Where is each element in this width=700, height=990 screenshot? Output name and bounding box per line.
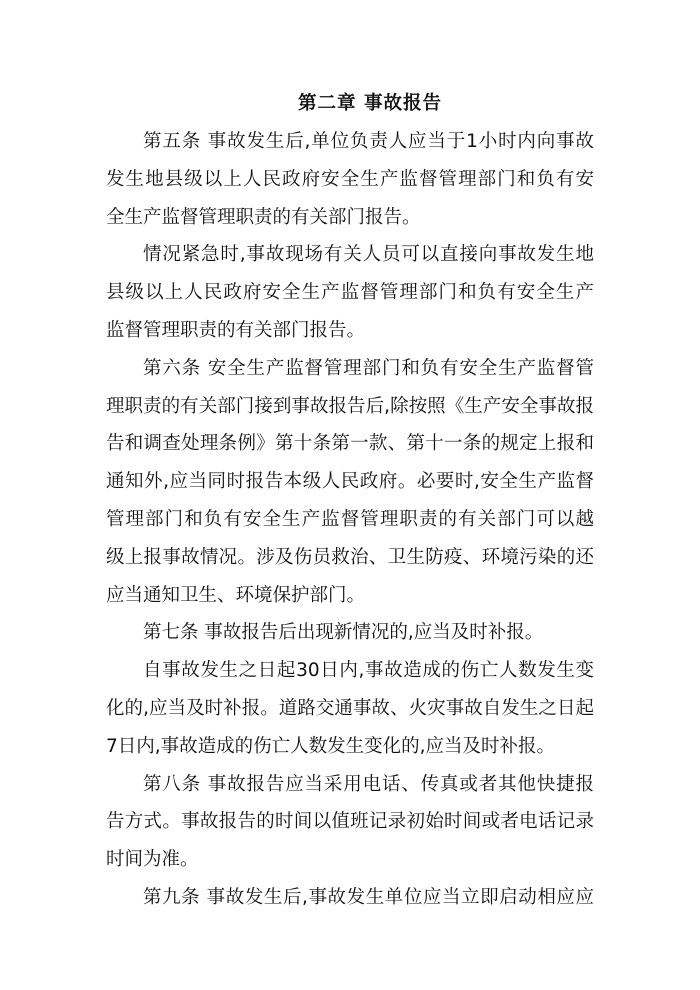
document-body: [106, 123, 594, 917]
text-line: 情况紧急时,事故现场有关人员可以直接向事故发生地: [143, 244, 594, 266]
text-line: 级上报事故情况。涉及伤员救治、卫生防疫、环境污染的还: [106, 546, 594, 568]
text-line: 监督管理职责的有关部门报告。: [106, 319, 366, 341]
text-line: 第五条 事故发生后,单位负责人应当于1小时内向事故: [143, 131, 594, 152]
text-line: 告和调查处理条例》第十条第一款、第十一条的规定上报和: [106, 433, 594, 455]
text-line: 应当通知卫生、环境保护部门。: [106, 584, 366, 606]
text-line: 县级以上人民政府安全生产监督管理部门和负有安全生产: [106, 282, 594, 304]
text-line: 时间为准。: [106, 849, 199, 871]
text-line: 第九条 事故发生后,事故发生单位应当立即启动相应应: [143, 886, 594, 908]
text-line: 告方式。事故报告的时间以值班记录初始时间或者电话记录: [106, 811, 594, 833]
text-line: 理职责的有关部门接到事故报告后,除按照《生产安全事故报: [106, 395, 594, 417]
text-line: 自事故发生之日起30日内,事故造成的伤亡人数发生变: [143, 660, 594, 682]
text-line: 第六条 安全生产监督管理部门和负有安全生产监督管: [143, 357, 594, 379]
text-line: 通知外,应当同时报告本级人民政府。必要时,安全生产监督: [106, 471, 594, 493]
text-line: 7日内,事故造成的伤亡人数发生变化的,应当及时补报。: [106, 735, 556, 757]
chapter-title: 第二章 事故报告: [298, 93, 442, 114]
text-line: 第七条 事故报告后出现新情况的,应当及时补报。: [143, 622, 544, 644]
text-line: 化的,应当及时补报。道路交通事故、火灾事故自发生之日起: [106, 697, 594, 719]
text-line: 发生地县级以上人民政府安全生产监督管理部门和负有安: [106, 168, 594, 190]
text-line: 全生产监督管理职责的有关部门报告。: [106, 206, 421, 228]
text-line: 第八条 事故报告应当采用电话、传真或者其他快捷报: [143, 773, 594, 795]
text-line: 管理部门和负有安全生产监督管理职责的有关部门可以越: [106, 508, 594, 530]
